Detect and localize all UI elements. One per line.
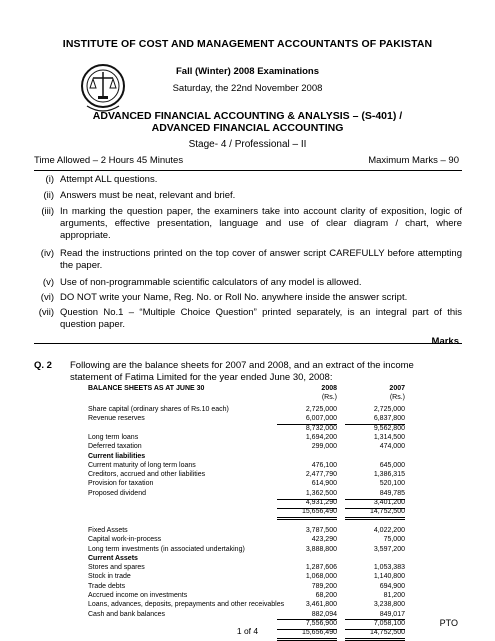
row-label: Cash and bank balances	[88, 610, 166, 618]
row-label: Creditors, accrued and other liabilities	[88, 471, 206, 479]
balance-sheet-units	[88, 394, 428, 404]
marks-column-heading: Marks	[431, 336, 459, 347]
value-2008: 614,900	[311, 480, 337, 488]
instruction-number: (ii)	[43, 190, 54, 201]
institute-name: INSTITUTE OF COST AND MANAGEMENT ACCOUNTANTS OF PAKISTAN	[62, 38, 433, 50]
instruction-number: (vii)	[38, 307, 54, 318]
instruction-item	[34, 174, 462, 186]
unit-2007: (Rs.)	[389, 394, 405, 401]
value-2007: 2,725,000	[373, 406, 405, 413]
row-label: Current maturity of long term loans	[88, 461, 196, 469]
value-2007: 1,386,315	[373, 471, 405, 479]
value-2008: 3,888,800	[305, 545, 337, 553]
value-2007: 6,837,800	[373, 415, 405, 423]
value-2007: 9,562,800	[373, 424, 405, 432]
value-2008: 2,477,790	[305, 471, 337, 479]
value-2008: 476,100	[311, 461, 337, 469]
row-label: Long term loans	[88, 433, 139, 441]
row-label: Revenue reserves	[88, 415, 145, 423]
value-2008: 423,290	[311, 536, 337, 544]
row-label: Trade debts	[88, 582, 126, 590]
value-2007: 1,314,500	[373, 433, 405, 441]
instruction-text: Read the instructions printed on the top cover of answer script CAREFULLY before attempting the paper.	[60, 248, 462, 271]
instruction-text: In marking the question paper, the examiners take into account clarity of exposition, logic of arguments, effective presentation, language and use of clear diagram / chart, where appropriate.	[60, 206, 462, 241]
question-text: Following are the balance sheets for 2007 and 2008, and an extract of the income statement of Fatima Limited for the year ended June 30, 2008:	[70, 360, 414, 383]
row-label: Accrued income on investments	[88, 592, 188, 599]
value-2008: 1,068,000	[305, 573, 337, 581]
header-divider	[34, 170, 462, 171]
column-2007: 2007	[389, 385, 405, 392]
row-label: Stock in trade	[88, 573, 131, 581]
subtotal-rule	[345, 424, 405, 425]
value-2007: 75,000	[383, 536, 405, 544]
total-double-rule	[277, 638, 337, 639]
paper-title-line2: ADVANCED FINANCIAL ACCOUNTING	[151, 122, 344, 134]
instruction-text: Answers must be neat, relevant and brief.	[60, 190, 236, 201]
exam-date: Saturday, the 22nd November 2008	[172, 83, 323, 94]
instruction-item	[34, 277, 462, 289]
stage-label: Stage- 4 / Professional – II	[188, 139, 307, 150]
value-2007: 849,785	[379, 489, 405, 497]
value-2008: 4,931,290	[305, 499, 337, 506]
value-2007: 81,200	[383, 592, 405, 599]
instruction-item	[34, 190, 462, 202]
row-label: Deferred taxation	[88, 443, 142, 451]
instruction-text: Attempt ALL questions.	[60, 174, 158, 185]
instruction-number: (i)	[45, 174, 54, 185]
value-2007: 7,058,100	[373, 619, 405, 627]
value-2008: 789,200	[311, 582, 337, 590]
row-label: Stores and spares	[88, 564, 145, 572]
value-2007: 3,401,200	[373, 499, 405, 506]
value-2007: 4,022,200	[373, 526, 405, 534]
instruction-number: (vi)	[40, 292, 54, 303]
subtotal-rule	[277, 499, 337, 500]
value-2007: 520,100	[379, 480, 405, 488]
instruction-number: (v)	[42, 277, 54, 288]
instruction-item	[34, 307, 462, 331]
value-2008: 1,362,500	[305, 489, 337, 497]
value-2007: 474,000	[379, 443, 405, 451]
instructions-divider	[34, 343, 462, 344]
row-label: Proposed dividend	[88, 489, 146, 497]
subtotal-rule	[345, 499, 405, 500]
value-2007: 694,900	[379, 582, 405, 590]
subtotal-rule	[277, 424, 337, 425]
value-2008: 7,556,900	[305, 619, 337, 627]
value-2007: 645,000	[379, 461, 405, 469]
subtotal-rule	[345, 619, 405, 620]
row-label: Fixed Assets	[88, 526, 128, 534]
instruction-text: DO NOT write your Name, Reg. No. or Roll No. anywhere inside the answer script.	[60, 292, 408, 303]
value-2007: 1,140,800	[373, 573, 405, 581]
subtotal-rule	[277, 619, 337, 620]
row-label: Loans, advances, deposits, prepayments and other receivables	[88, 601, 285, 609]
value-2008: 15,656,490	[301, 508, 337, 516]
value-2008: 299,000	[311, 443, 337, 451]
instruction-number: (iv)	[40, 248, 54, 259]
instruction-item	[34, 206, 462, 242]
value-2007: 14,752,500	[369, 629, 405, 637]
subtotal-rule	[345, 508, 405, 509]
row-label: Long term investments (in associated undertaking)	[88, 545, 245, 553]
exam-session: Fall (Winter) 2008 Examinations	[176, 66, 319, 77]
value-2007: 3,238,800	[373, 601, 405, 609]
instruction-item	[34, 292, 462, 304]
value-2008: 68,200	[315, 592, 337, 599]
row-label: Current liabilities	[88, 452, 146, 460]
column-2008: 2008	[321, 385, 337, 392]
instruction-item	[34, 248, 462, 272]
question-number: Q. 2	[34, 360, 52, 371]
value-2008: 3,461,800	[305, 601, 337, 609]
row-label: Share capital (ordinary shares of Rs.10 each)	[88, 406, 229, 413]
instruction-text: Question No.1 – “Multiple Choice Question” printed separately, is an integral part of this question paper.	[60, 307, 462, 330]
maximum-marks: Maximum Marks – 90	[368, 155, 459, 166]
subtotal-rule	[277, 508, 337, 509]
value-2007: 14,752,500	[369, 508, 405, 516]
pto-label: PTO	[439, 618, 458, 628]
total-double-rule	[345, 638, 405, 639]
value-2007: 849,017	[379, 610, 405, 618]
instruction-number: (iii)	[41, 206, 54, 217]
row-label: Current Assets	[88, 554, 138, 562]
value-2008: 1,287,606	[305, 564, 337, 572]
value-2008: 8,732,000	[305, 424, 337, 432]
unit-2008: (Rs.)	[321, 394, 337, 401]
value-2008: 3,787,500	[305, 526, 337, 534]
value-2007: 1,053,383	[373, 564, 405, 572]
value-2008: 2,725,000	[305, 406, 337, 413]
value-2008: 1,694,200	[305, 433, 337, 441]
value-2008: 882,094	[311, 610, 337, 618]
row-label: Capital work-in-process	[88, 536, 162, 544]
row-label: Provision for taxation	[88, 480, 154, 488]
value-2007: 3,597,200	[373, 545, 405, 553]
time-allowed: Time Allowed – 2 Hours 45 Minutes	[34, 155, 184, 166]
balance-sheet-heading: BALANCE SHEETS AS AT JUNE 30	[88, 385, 205, 392]
page-number: 1 of 4	[236, 626, 259, 636]
value-2008: 6,007,000	[305, 415, 337, 423]
paper-title-line1: ADVANCED FINANCIAL ACCOUNTING & ANALYSIS – (S-401) /	[92, 110, 403, 122]
instruction-text: Use of non-programmable scientific calculators of any model is allowed.	[60, 277, 362, 288]
value-2008: 15,656,490	[301, 629, 337, 637]
